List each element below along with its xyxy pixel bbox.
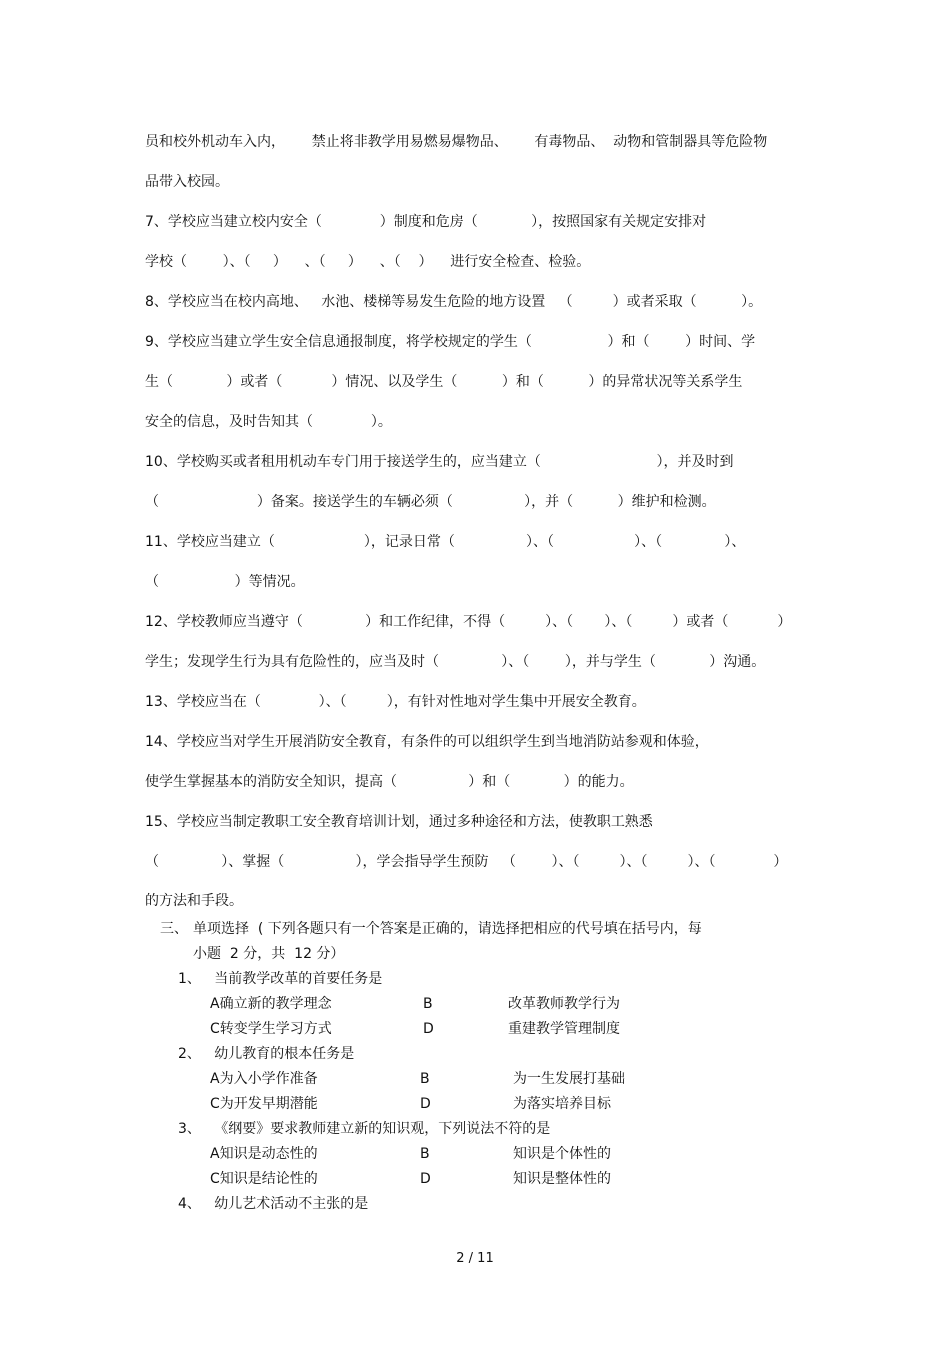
mcq-1-option-d: 重建教学管理制度 xyxy=(508,1021,620,1037)
question-10-line-2: （ ）备案。接送学生的车辆必须（ ），并（ ）维护和检测。 xyxy=(145,494,716,510)
page-number: 2 / 11 xyxy=(456,1251,494,1266)
mcq-4-stem: 4、 幼儿艺术活动不主张的是 xyxy=(178,1196,369,1212)
mcq-2-option-d-letter: D xyxy=(420,1096,431,1112)
text-line: 品带入校园。 xyxy=(145,174,229,190)
mcq-1-option-a: A确立新的教学理念 xyxy=(210,996,332,1012)
mcq-2-option-b-letter: B xyxy=(420,1071,430,1087)
question-11-line-1: 11、学校应当建立（ ），记录日常（ ）、（ ）、（ ）、 xyxy=(145,534,746,550)
mcq-2-stem: 2、 幼儿教育的根本任务是 xyxy=(178,1046,355,1062)
section-heading: 单项选择 ( 下列各题只有一个答案是正确的，请选择把相应的代号填在括号内，每 xyxy=(193,921,702,937)
question-12-line-1: 12、学校教师应当遵守（ ）和工作纪律，不得（ ）、（ ）、（ ）或者（ ） xyxy=(145,614,792,630)
mcq-1-option-b: 改革教师教学行为 xyxy=(508,996,620,1012)
mcq-3-option-d: 知识是整体性的 xyxy=(513,1171,611,1187)
mcq-1-option-c: C转变学生学习方式 xyxy=(210,1021,332,1037)
mcq-3-option-b-letter: B xyxy=(420,1146,430,1162)
question-7-line-1: 7、学校应当建立校内安全（ ）制度和危房（ ），按照国家有关规定安排对 xyxy=(145,214,707,230)
mcq-1-option-b-letter: B xyxy=(423,996,433,1012)
mcq-3-option-d-letter: D xyxy=(420,1171,431,1187)
mcq-1-stem: 1、 当前教学改革的首要任务是 xyxy=(178,971,383,987)
question-13-line: 13、学校应当在（ ）、（ ），有针对性地对学生集中开展安全教育。 xyxy=(145,694,646,710)
question-15-line-1: 15、学校应当制定教职工安全教育培训计划，通过多种途径和方法，使教职工熟悉 xyxy=(145,814,653,830)
question-14-line-2: 使学生掌握基本的消防安全知识，提高（ ）和（ ）的能力。 xyxy=(145,774,634,790)
question-9-line-1: 9、学校应当建立学生安全信息通报制度，将学校规定的学生（ ）和（ ）时间、学 xyxy=(145,334,756,350)
mcq-3-option-a: A知识是动态性的 xyxy=(210,1146,318,1162)
mcq-2-option-a: A为入小学作准备 xyxy=(210,1071,318,1087)
mcq-3-stem: 3、 《纲要》要求教师建立新的知识观，下列说法不符的是 xyxy=(178,1121,551,1137)
question-8-line: 8、学校应当在校内高地、 水池、楼梯等易发生危险的地方设置 （ ）或者采取（ ）。 xyxy=(145,294,763,310)
mcq-3-option-c: C知识是结论性的 xyxy=(210,1171,318,1187)
mcq-3-option-b: 知识是个体性的 xyxy=(513,1146,611,1162)
section-number: 三、 xyxy=(160,921,188,937)
question-7-line-2: 学校（ ）、（ ） 、（ ） 、（ ） 进行安全检查、检验。 xyxy=(145,254,591,270)
text-line: 员和校外机动车入内， 禁止将非教学用易燃易爆物品、 有毒物品、 动物和管制器具等危险物 xyxy=(145,134,768,150)
question-15-line-3: 的方法和手段。 xyxy=(145,893,243,909)
mcq-2-option-c: C为开发早期潜能 xyxy=(210,1096,318,1112)
mcq-1-option-d-letter: D xyxy=(423,1021,434,1037)
question-9-line-2: 生（ ）或者（ ）情况、以及学生（ ）和（ ）的异常状况等关系学生 xyxy=(145,374,743,390)
question-10-line-1: 10、学校购买或者租用机动车专门用于接送学生的，应当建立（ ），并及时到 xyxy=(145,454,734,470)
question-12-line-2: 学生；发现学生行为具有危险性的，应当及时（ ）、（ ），并与学生（ ）沟通。 xyxy=(145,654,766,670)
question-9-line-3: 安全的信息，及时告知其（ ）。 xyxy=(145,414,392,430)
question-15-line-2: （ ）、掌握（ ），学会指导学生预防 （ ）、（ ）、（ ）、（ ） xyxy=(145,854,788,870)
question-11-line-2: （ ）等情况。 xyxy=(145,574,305,590)
mcq-2-option-b: 为一生发展打基础 xyxy=(513,1071,625,1087)
section-heading-cont: 小题 2 分，共 12 分） xyxy=(193,946,345,962)
mcq-2-option-d: 为落实培养目标 xyxy=(513,1096,611,1112)
question-14-line-1: 14、学校应当对学生开展消防安全教育，有条件的可以组织学生到当地消防站参观和体验， xyxy=(145,734,709,750)
